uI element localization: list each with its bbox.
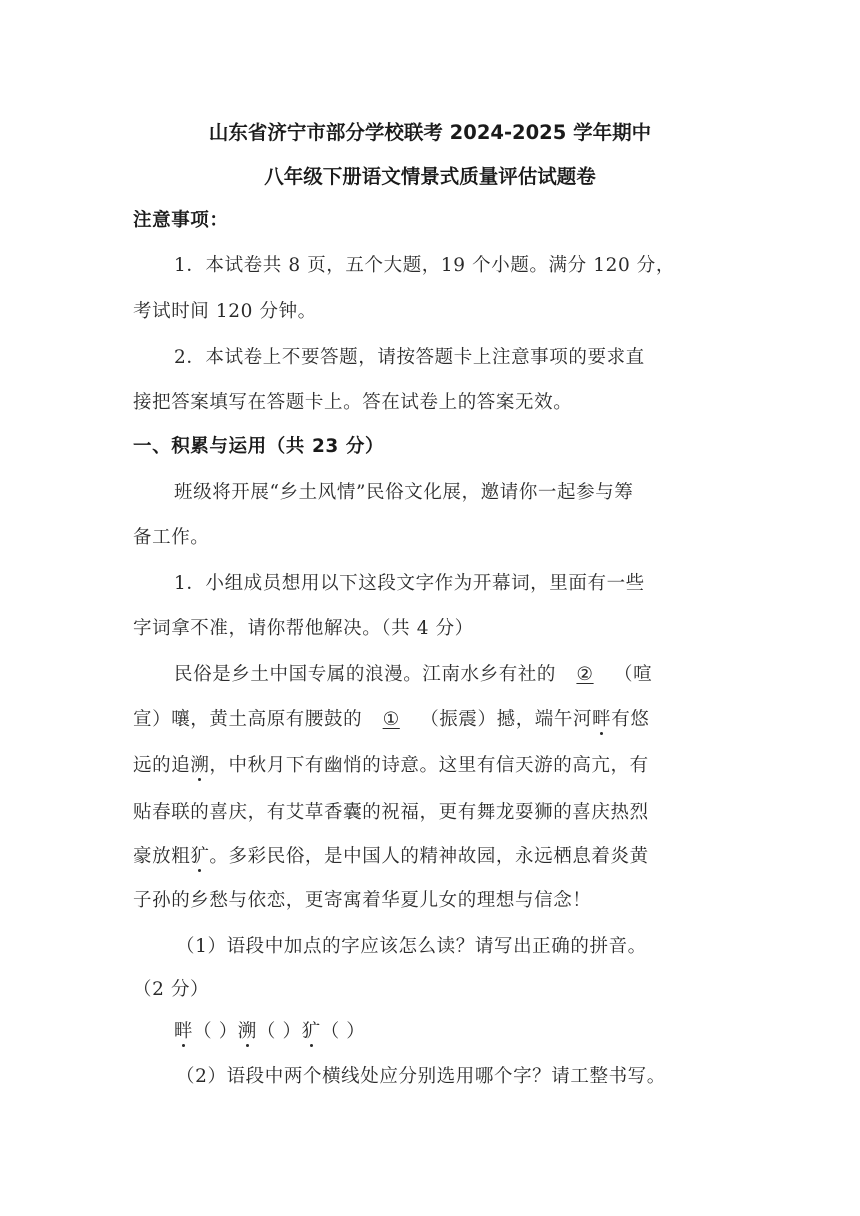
pinyin-blank[interactable]: （ ） [320, 1021, 366, 1042]
subquestion1-line2: （2 分） [133, 979, 210, 1000]
blank-2: ② [576, 664, 594, 685]
dotted-char-su: 溯 [190, 755, 210, 776]
blank-1: ① [382, 709, 400, 730]
passage-line6: 子孙的乡愁与依恋，更寄寓着华夏儿女的理想与信念！ [133, 890, 592, 911]
passage-text: 有悠 [611, 709, 650, 730]
section1-intro-line2: 备工作。 [133, 527, 210, 548]
pinyin-char-pan: 畔 [174, 1021, 194, 1042]
question1-line1: 1．小组成员想用以下这段文字作为开幕词，里面有一些 [174, 573, 645, 594]
passage-line5 [133, 842, 649, 868]
passage-line4: 贴春联的喜庆，有艾草香囊的祝福，更有舞龙耍狮的喜庆热烈 [133, 802, 649, 823]
pinyin-blank[interactable]: （ ） [193, 1021, 238, 1042]
question1-line2: 字词拿不准，请你帮他解决。（共 4 分） [133, 618, 474, 639]
passage-line2 [133, 705, 649, 731]
passage-text: 宣）嚷，黄土高原有腰鼓的 [133, 709, 363, 730]
subquestion1-line1: （1）语段中加点的字应该怎么读？请写出正确的拼音。 [176, 936, 647, 957]
section1-heading: 一、积累与运用（共 23 分） [133, 436, 385, 457]
passage-text: 民俗是乡土中国专属的浪漫。江南水乡有社的 [174, 664, 557, 685]
passage-line3 [133, 751, 649, 777]
section1-intro-line1: 班级将开展“乡土风情”民俗文化展，邀请你一起参与筹 [174, 482, 634, 503]
dotted-char-guang: 犷 [190, 846, 210, 867]
subquestion2-line1: （2）语段中两个横线处应分别选用哪个字？请工整书写。 [176, 1066, 666, 1087]
notice-item1-line1: 1．本试卷共 8 页，五个大题，19 个小题。满分 120 分， [174, 255, 675, 276]
passage-text: （喧 [614, 664, 653, 685]
exam-title-line1: 山东省济宁市部分学校联考 2024-2025 学年期中 [208, 121, 652, 144]
pinyin-answer-line [174, 1017, 365, 1043]
pinyin-char-guang: 犷 [301, 1021, 321, 1042]
notice-item2-line1: 2．本试卷上不要答题，请按答题卡上注意事项的要求直 [174, 347, 645, 368]
notice-item1-line2: 考试时间 120 分钟。 [133, 301, 317, 322]
notice-item2-line2: 接把答案填写在答题卡上。答在试卷上的答案无效。 [133, 392, 573, 413]
passage-text: 豪放粗 [133, 846, 191, 867]
passage-text: ，中秋月下有幽悄的诗意。这里有信天游的高亢，有 [209, 755, 649, 776]
passage-text: （振震）撼，端午河 [420, 709, 593, 730]
pinyin-char-su: 溯 [237, 1021, 257, 1042]
dotted-char-pan: 畔 [592, 709, 612, 730]
passage-line1 [174, 660, 652, 686]
notice-heading: 注意事项： [133, 210, 229, 231]
passage-text: 。多彩民俗，是中国人的精神故园，永远栖息着炎黄 [209, 846, 649, 867]
pinyin-blank[interactable]: （ ） [256, 1021, 302, 1042]
exam-title-line2: 八年级下册语文情景式质量评估试题卷 [264, 165, 596, 188]
passage-text: 远的追 [133, 755, 191, 776]
